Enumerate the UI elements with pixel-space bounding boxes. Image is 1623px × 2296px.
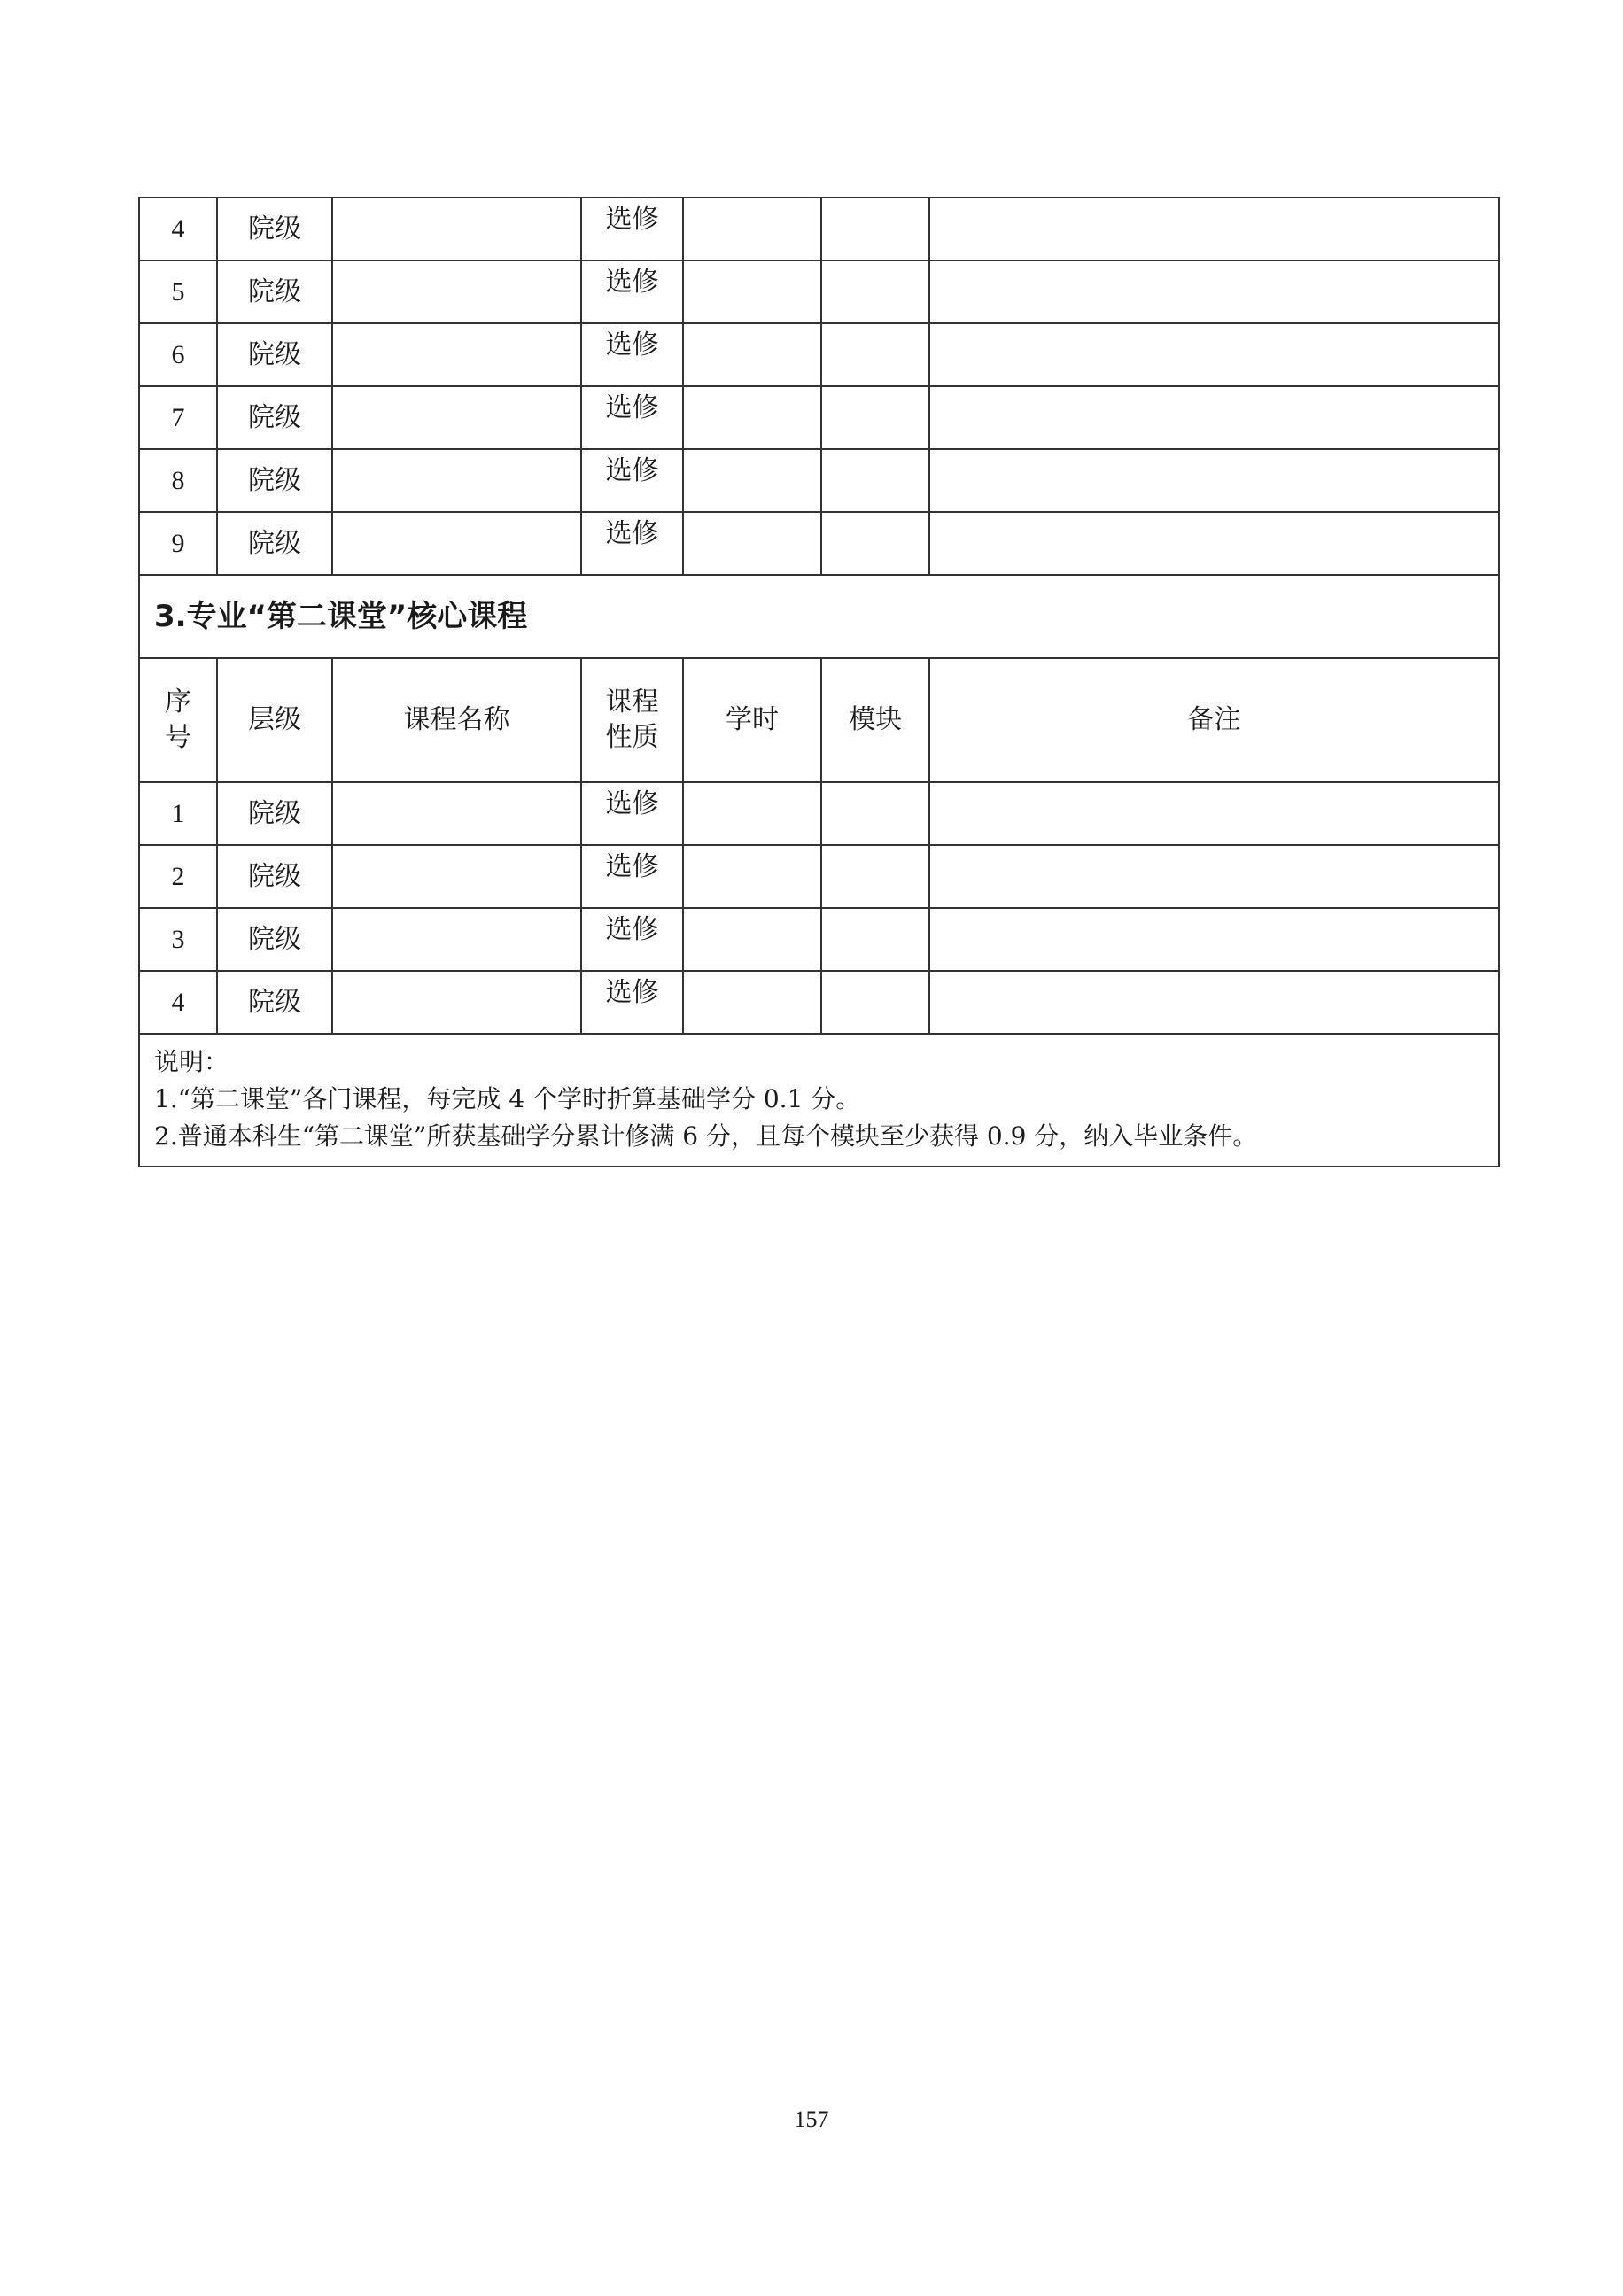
row-number: 4 bbox=[139, 198, 217, 260]
row-hours bbox=[683, 198, 821, 260]
row-number: 9 bbox=[139, 512, 217, 575]
row-level: 院级 bbox=[217, 845, 332, 908]
row-course-nature: 选修 bbox=[581, 449, 683, 512]
row-module bbox=[821, 260, 929, 323]
row-course-name bbox=[332, 198, 581, 260]
header-remark: 备注 bbox=[929, 658, 1499, 782]
row-number: 1 bbox=[139, 782, 217, 845]
row-hours bbox=[683, 386, 821, 449]
row-remark bbox=[929, 845, 1499, 908]
note-item-1: 1.“第二课堂”各门课程，每完成 4 个学时折算基础学分 0.1 分。 bbox=[154, 1084, 861, 1113]
table-row bbox=[139, 845, 1499, 908]
table-row bbox=[139, 386, 1499, 449]
row-level: 院级 bbox=[217, 260, 332, 323]
page-number: 157 bbox=[794, 2106, 829, 2132]
course-table bbox=[138, 197, 1500, 1167]
notes-section bbox=[139, 1034, 1499, 1167]
row-level: 院级 bbox=[217, 449, 332, 512]
table-row bbox=[139, 782, 1499, 845]
row-course-nature: 选修 bbox=[581, 971, 683, 1034]
table-header-row bbox=[139, 658, 1499, 782]
row-course-name bbox=[332, 260, 581, 323]
row-course-name bbox=[332, 845, 581, 908]
row-hours bbox=[683, 260, 821, 323]
row-module bbox=[821, 198, 929, 260]
table-row bbox=[139, 449, 1499, 512]
row-number: 8 bbox=[139, 449, 217, 512]
row-number: 4 bbox=[139, 971, 217, 1034]
row-hours bbox=[683, 971, 821, 1034]
row-course-nature: 选修 bbox=[581, 386, 683, 449]
core-course-rows bbox=[139, 782, 1499, 1034]
row-hours bbox=[683, 908, 821, 971]
row-number: 7 bbox=[139, 386, 217, 449]
table-row bbox=[139, 323, 1499, 386]
row-level: 院级 bbox=[217, 512, 332, 575]
header-hours: 学时 bbox=[683, 658, 821, 782]
row-module bbox=[821, 971, 929, 1034]
row-hours bbox=[683, 782, 821, 845]
header-course-name: 课程名称 bbox=[332, 658, 581, 782]
row-remark bbox=[929, 386, 1499, 449]
row-course-nature: 选修 bbox=[581, 260, 683, 323]
table-row bbox=[139, 971, 1499, 1034]
row-hours bbox=[683, 323, 821, 386]
row-course-name bbox=[332, 386, 581, 449]
row-module bbox=[821, 845, 929, 908]
row-remark bbox=[929, 449, 1499, 512]
table-row bbox=[139, 260, 1499, 323]
row-module bbox=[821, 323, 929, 386]
row-level: 院级 bbox=[217, 386, 332, 449]
row-module bbox=[821, 386, 929, 449]
row-course-nature: 选修 bbox=[581, 908, 683, 971]
row-number: 6 bbox=[139, 323, 217, 386]
note-item-2: 2.普通本科生“第二课堂”所获基础学分累计修满 6 分，且每个模块至少获得 0.9 分，纳入毕业条件。 bbox=[154, 1121, 1258, 1151]
row-course-name bbox=[332, 512, 581, 575]
row-number: 5 bbox=[139, 260, 217, 323]
row-module bbox=[821, 512, 929, 575]
row-remark bbox=[929, 512, 1499, 575]
section-title: 3.专业“第二课堂”核心课程 bbox=[139, 575, 1499, 658]
row-level: 院级 bbox=[217, 908, 332, 971]
table-row bbox=[139, 908, 1499, 971]
row-course-name bbox=[332, 971, 581, 1034]
row-course-name bbox=[332, 323, 581, 386]
row-module bbox=[821, 782, 929, 845]
row-course-name bbox=[332, 908, 581, 971]
row-course-nature: 选修 bbox=[581, 782, 683, 845]
row-course-name bbox=[332, 782, 581, 845]
row-level: 院级 bbox=[217, 782, 332, 845]
row-remark bbox=[929, 782, 1499, 845]
row-hours bbox=[683, 449, 821, 512]
row-number: 3 bbox=[139, 908, 217, 971]
row-number: 2 bbox=[139, 845, 217, 908]
row-module bbox=[821, 908, 929, 971]
notes-box bbox=[139, 1034, 1499, 1167]
elective-rows-continued bbox=[139, 198, 1499, 575]
table-row bbox=[139, 198, 1499, 260]
row-level: 院级 bbox=[217, 971, 332, 1034]
row-hours bbox=[683, 512, 821, 575]
header-level: 层级 bbox=[217, 658, 332, 782]
section-3 bbox=[139, 575, 1499, 782]
notes-heading: 说明： bbox=[154, 1047, 229, 1076]
table-row bbox=[139, 512, 1499, 575]
row-remark bbox=[929, 971, 1499, 1034]
row-course-nature: 选修 bbox=[581, 198, 683, 260]
row-level: 院级 bbox=[217, 198, 332, 260]
row-remark bbox=[929, 908, 1499, 971]
row-remark bbox=[929, 198, 1499, 260]
header-no: 序 号 bbox=[139, 658, 217, 782]
row-remark bbox=[929, 260, 1499, 323]
header-module: 模块 bbox=[821, 658, 929, 782]
row-level: 院级 bbox=[217, 323, 332, 386]
row-course-nature: 选修 bbox=[581, 323, 683, 386]
row-hours bbox=[683, 845, 821, 908]
row-course-nature: 选修 bbox=[581, 512, 683, 575]
row-remark bbox=[929, 323, 1499, 386]
row-course-nature: 选修 bbox=[581, 845, 683, 908]
row-course-name bbox=[332, 449, 581, 512]
header-course-nature: 课程 性质 bbox=[581, 658, 683, 782]
row-module bbox=[821, 449, 929, 512]
